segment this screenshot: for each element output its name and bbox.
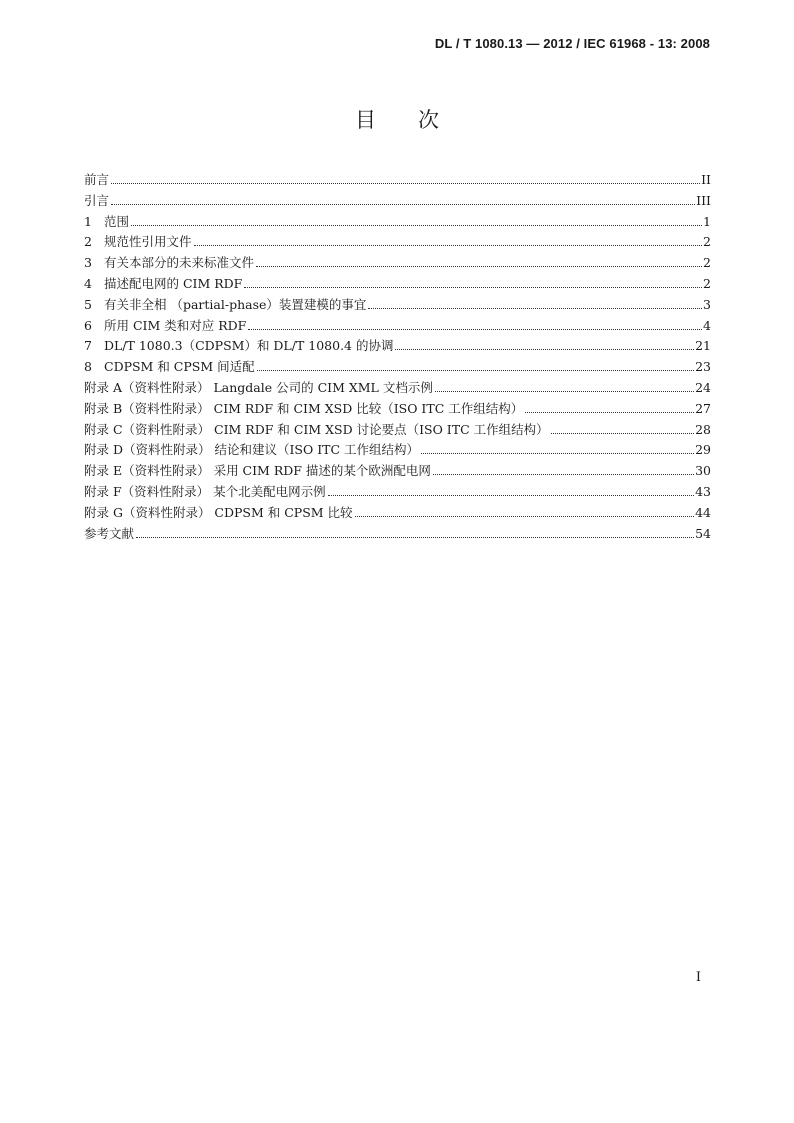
toc-entry-number: 4 <box>84 275 92 291</box>
toc-leader-dots <box>421 452 694 454</box>
toc-entry-page: 27 <box>695 400 711 416</box>
toc-entry[interactable] <box>84 482 711 503</box>
toc-entry-page: 30 <box>695 463 711 479</box>
toc-entry-title: 引言 <box>84 192 110 208</box>
toc-entry[interactable] <box>84 524 711 545</box>
toc-leader-dots <box>525 411 694 413</box>
toc-entry-page: 2 <box>703 275 711 291</box>
page-number: I <box>695 970 701 985</box>
toc-entry-page: 43 <box>695 483 711 499</box>
toc-entry-number: 6 <box>84 317 92 333</box>
toc-leader-dots <box>248 328 702 330</box>
toc-leader-dots <box>194 244 703 246</box>
toc-entry-title: 范围 <box>104 213 130 229</box>
toc-leader-dots <box>551 432 694 434</box>
toc-entry-page: 3 <box>703 296 711 312</box>
toc-entry-title: 前言 <box>84 172 110 187</box>
toc-leader-dots <box>111 203 695 205</box>
toc-entry-page: II <box>701 172 711 187</box>
toc-leader-dots <box>111 182 700 184</box>
toc-entry-page: 28 <box>695 421 711 437</box>
toc-leader-dots <box>395 348 694 350</box>
toc-entry-page: III <box>696 192 711 208</box>
toc-entry-title: 规范性引用文件 <box>104 234 192 250</box>
toc-entry-title: 附录 A（资料性附录） Langdale 公司的 CIM XML 文档示例 <box>84 379 433 395</box>
toc-entry-page: 2 <box>703 255 711 271</box>
toc-entry[interactable] <box>84 212 711 233</box>
toc-leader-dots <box>257 369 694 371</box>
toc-entry[interactable] <box>84 461 711 482</box>
toc-entry-page: 2 <box>703 234 711 250</box>
toc-leader-dots <box>136 536 694 538</box>
toc-entry[interactable] <box>84 295 711 316</box>
toc-entry[interactable] <box>84 232 711 253</box>
toc-entry-title: 参考文献 <box>84 525 135 541</box>
toc-entry-title: 附录 F（资料性附录） 某个北美配电网示例 <box>84 483 326 499</box>
toc-entry-title: 附录 G（资料性附录） CDPSM 和 CPSM 比较 <box>84 504 353 520</box>
toc-leader-dots <box>131 224 702 226</box>
toc-entry-page: 21 <box>695 338 711 354</box>
toc-entry-page: 54 <box>695 525 711 541</box>
toc-entry-title: DL/T 1080.3（CDPSM）和 DL/T 1080.4 的协调 <box>104 338 394 354</box>
toc-entry[interactable] <box>84 274 711 295</box>
toc-entry[interactable] <box>84 503 711 524</box>
toc-entry-title: 附录 B（资料性附录） CIM RDF 和 CIM XSD 比较（ISO ITC 工作组结构） <box>84 400 524 416</box>
toc-leader-dots <box>328 494 694 496</box>
toc-entry-title: 有关本部分的未来标准文件 <box>104 255 255 271</box>
toc-leader-dots <box>435 390 694 392</box>
toc-entry-number: 7 <box>84 338 92 354</box>
toc-entry-page: 29 <box>695 442 711 458</box>
toc-entry[interactable] <box>84 378 711 399</box>
toc-entry-page: 23 <box>695 359 711 375</box>
toc-leader-dots <box>355 515 695 517</box>
toc-entry-number: 3 <box>84 255 92 271</box>
toc-entry-number: 2 <box>84 234 92 250</box>
toc-entry[interactable] <box>84 191 711 212</box>
toc-entry[interactable] <box>84 316 711 337</box>
toc-entry-page: 4 <box>703 317 711 333</box>
toc-entry[interactable] <box>84 253 711 274</box>
toc-entry-number: 5 <box>84 296 92 312</box>
page-title: 目次 <box>355 108 481 132</box>
toc-entry-page: 1 <box>703 213 711 229</box>
toc-entry[interactable] <box>84 357 711 378</box>
toc-entry[interactable] <box>84 399 711 420</box>
toc-leader-dots <box>244 286 702 288</box>
toc-entry-title: CDPSM 和 CPSM 间适配 <box>104 359 255 375</box>
toc-entry-title: 所用 CIM 类和对应 RDF <box>104 317 247 333</box>
toc-entry-title: 附录 D（资料性附录） 结论和建议（ISO ITC 工作组结构） <box>84 442 420 458</box>
toc-entry-page: 24 <box>695 379 711 395</box>
toc-entry[interactable] <box>84 336 711 357</box>
toc-entry[interactable] <box>84 170 711 191</box>
toc-leader-dots <box>256 265 702 267</box>
toc-entry-title: 描述配电网的 CIM RDF <box>104 275 243 291</box>
toc-entry-title: 有关非全相 （partial-phase）装置建模的事宜 <box>104 296 367 312</box>
toc-entry[interactable] <box>84 420 711 441</box>
toc-entry[interactable] <box>84 440 711 461</box>
toc-entry-title: 附录 E（资料性附录） 采用 CIM RDF 描述的某个欧洲配电网 <box>84 463 431 479</box>
table-of-contents <box>84 170 711 544</box>
toc-entry-title: 附录 C（资料性附录） CIM RDF 和 CIM XSD 讨论要点（ISO ITC 工作组结构） <box>84 421 549 437</box>
toc-entry-page: 44 <box>695 504 711 520</box>
toc-entry-number: 1 <box>84 213 92 229</box>
document-header-standard-code: DL / T 1080.13 — 2012 / IEC 61968 - 13: 2008 <box>434 36 710 51</box>
toc-leader-dots <box>368 307 702 309</box>
toc-entry-number: 8 <box>84 359 92 375</box>
toc-leader-dots <box>433 473 694 475</box>
